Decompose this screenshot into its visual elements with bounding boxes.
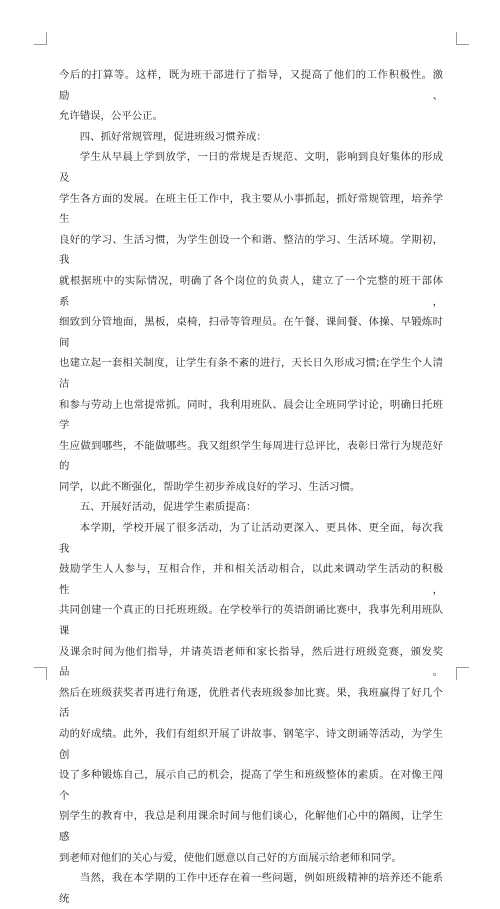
paragraph-line: 细致到分管地面，黑板，桌椅，扫帚等管理员。在午餐、课间餐、体操、早锻炼时间: [59, 316, 443, 349]
crop-mark-top-right: [456, 32, 469, 45]
crop-mark-top-left: [34, 32, 47, 45]
paragraph-line: 鼓励学生人人参与，互相合作，并和相关活动相合，以此来调动学生活动的积极性，: [59, 563, 443, 596]
paragraph-line: 及课余时间为他们指导，并请英语老师和家长指导，然后进行班级竞赛，颁发奖品。: [59, 645, 443, 679]
crop-mark-bottom-left: [34, 667, 47, 680]
paragraph-line: 学生各方面的发展。在班主任工作中，我主要从小事抓起，抓好常规管理，培养学生: [59, 192, 443, 226]
section-heading-five: 五、开展好活动，促进学生素质提高：: [79, 501, 257, 514]
paragraph-continuation-line: 今后的打算等。这样，既为班干部进行了指导，又提高了他们的工作积极性。激励、: [59, 69, 443, 102]
section-heading-four: 四、抓好常规管理，促进班级习惯养成：: [79, 130, 267, 143]
crop-mark-bottom-right: [456, 667, 469, 680]
paragraph-line: 别学生的教育中，我总是利用课余时间与他们谈心，化解他们心中的隔阂，让学生感: [59, 810, 443, 843]
paragraph-line: 动的好成绩。此外，我们有组织开展了讲故事、钢笔字、诗文朗诵等活动，为学生创: [59, 728, 443, 761]
paragraph-line: 学生从早晨上学到放学，一日的常规是否规范、文明，影响到良好集体的形成及: [59, 151, 443, 184]
paragraph-line: 生应做到哪些，不能做哪些。我又组织学生每周进行总评比，表彰日常行为规范好的: [59, 439, 443, 473]
paragraph-line: 然后在班级获奖者再进行角逐，优胜者代表班级参加比赛。果，我班赢得了好几个活: [59, 686, 443, 720]
paragraph-line: 同学，以此不断强化，帮助学生初步养成良好的学习、生活习惯。: [59, 480, 361, 493]
paragraph-continuation-line: 允许错误，公平公正。: [59, 110, 163, 123]
paragraph-line: 共同创建一个真正的日托班班级。在学校举行的英语朗诵比赛中，我事先利用班队课: [59, 604, 443, 638]
document-body: [59, 65, 443, 909]
paragraph-line: 良好的学习、生活习惯，为学生创设一个和谐、整洁的学习、生活环境。学期初，我: [59, 233, 443, 267]
paragraph-line: 到老师对他们的关心与爱，使他们愿意以自己好的方面展示给老师和同学。: [59, 851, 402, 864]
paragraph-line: 本学期，学校开展了很多活动，为了让活动更深入、更具体、更全面，每次我我: [59, 522, 443, 555]
paragraph-line: 设了多种锻炼自己，展示自己的机会，提高了学生和班级整体的素质。在对像王闯个: [59, 769, 443, 802]
paragraph-line: 和参与劳动上也常提常抓。同时，我利用班队、晨会让全班同学讨论，明确日托班学: [59, 398, 443, 432]
paragraph-line: 就根据班中的实际情况，明确了各个岗位的负责人，建立了一个完整的班干部体系，: [59, 274, 443, 308]
paragraph-line: 当然，我在本学期的工作中还存在着一些问题，例如班级精神的培养还不能系统: [59, 872, 443, 905]
paragraph-line: 也建立起一套相关制度，让学生有条不紊的进行，天长日久形成习惯;在学生个人清洁: [59, 357, 443, 390]
